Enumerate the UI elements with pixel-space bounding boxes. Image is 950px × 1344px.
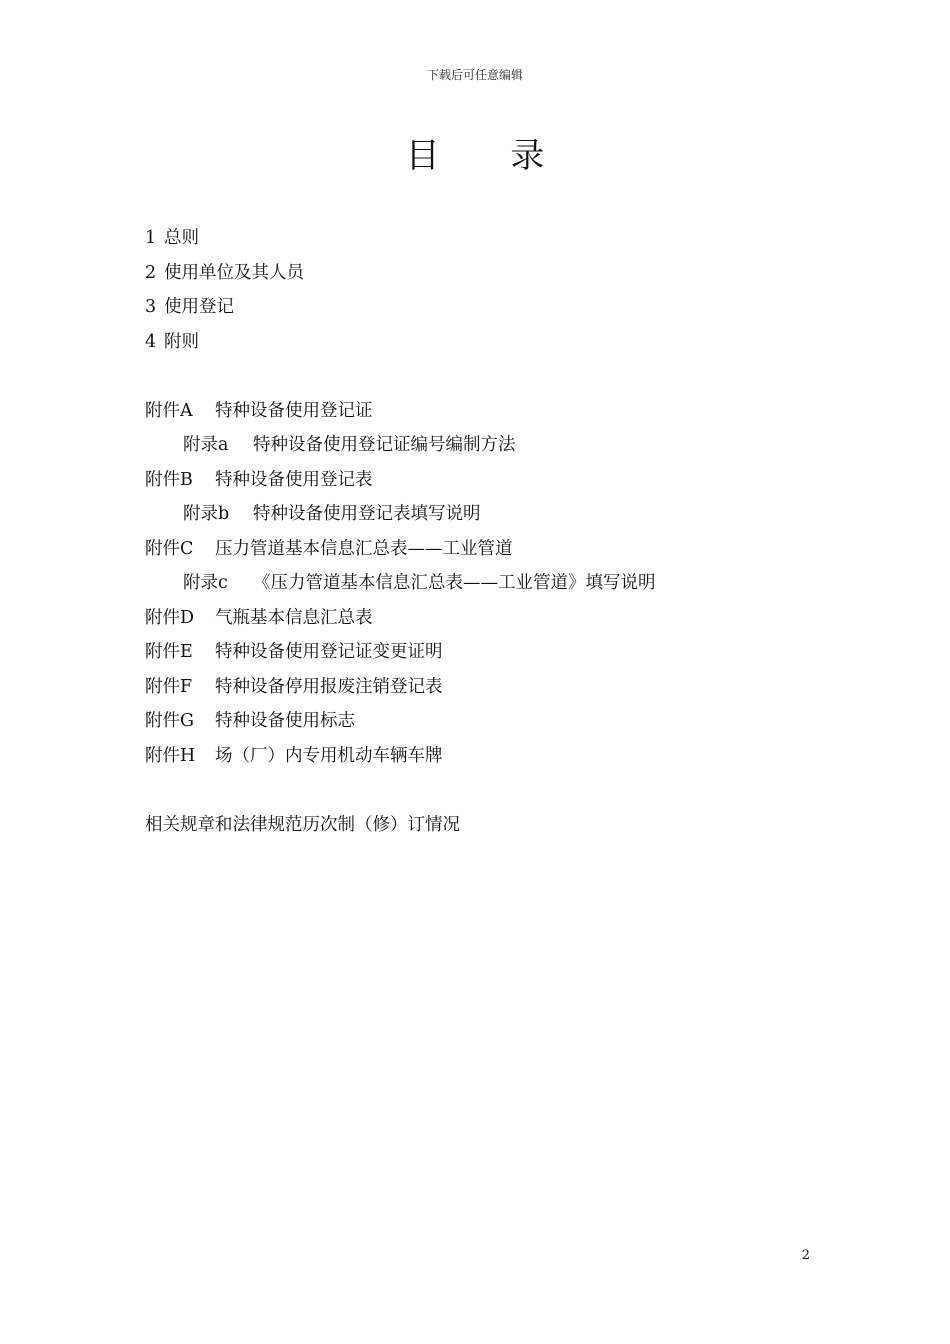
chapter-title: 总则	[164, 228, 199, 248]
appendix-prefix: 附录b	[183, 504, 230, 524]
annex-title: 气瓶基本信息汇总表	[215, 607, 373, 628]
toc-appendix-c[interactable]	[145, 571, 845, 606]
toc-annex-d[interactable]	[145, 606, 845, 641]
toc-annex-c[interactable]	[145, 537, 845, 572]
toc-chapter-3[interactable]	[145, 295, 845, 330]
annex-prefix: 附件E	[145, 642, 193, 662]
related-title: 相关规章和法律规范历次制（修）订情况	[145, 814, 460, 835]
toc-appendix-b[interactable]	[145, 502, 845, 537]
annex-prefix: 附件H	[145, 745, 196, 766]
appendix-prefix: 附录c	[183, 573, 228, 593]
annex-prefix: 附件B	[145, 469, 193, 490]
toc-annex-b[interactable]	[145, 468, 845, 503]
page-title: 目 录	[405, 136, 575, 176]
toc-annex-g[interactable]	[145, 709, 845, 744]
chapter-title: 附则	[164, 331, 199, 352]
toc-appendix-a[interactable]	[145, 433, 845, 468]
toc-annex-a[interactable]	[145, 399, 845, 434]
annex-title: 特种设备使用标志	[215, 711, 355, 731]
header-note: 下载后可任意编辑	[426, 68, 523, 82]
chapter-number: 3	[145, 297, 157, 317]
toc-annex-e[interactable]	[145, 640, 845, 675]
annex-title: 压力管道基本信息汇总表——工业管道	[215, 538, 513, 559]
page-number: 2	[801, 1248, 810, 1263]
appendix-title: 《压力管道基本信息汇总表——工业管道》填写说明	[253, 573, 656, 593]
toc-spacer	[145, 364, 845, 399]
toc-chapter-2[interactable]	[145, 261, 845, 296]
toc-chapter-4[interactable]	[145, 330, 845, 365]
chapter-number: 2	[145, 262, 157, 283]
annex-prefix: 附件A	[145, 400, 193, 421]
appendix-title: 特种设备使用登记证编号编制方法	[253, 435, 516, 455]
toc-chapter-1[interactable]	[145, 226, 845, 261]
appendix-prefix: 附录a	[183, 435, 229, 455]
annex-prefix: 附件F	[145, 676, 193, 697]
annex-title: 特种设备使用登记证	[215, 400, 373, 421]
annex-title: 特种设备使用登记表	[215, 469, 373, 490]
toc-spacer	[145, 778, 845, 813]
toc-annex-f[interactable]	[145, 675, 845, 710]
annex-title: 场（厂）内专用机动车辆车牌	[215, 745, 443, 766]
annex-prefix: 附件G	[145, 711, 194, 731]
chapter-number: 1	[145, 228, 157, 248]
annex-title: 特种设备使用登记证变更证明	[215, 642, 443, 662]
chapter-title: 使用登记	[164, 297, 234, 317]
annex-title: 特种设备停用报废注销登记表	[215, 676, 443, 697]
annex-prefix: 附件C	[145, 538, 194, 559]
table-of-contents	[145, 226, 845, 847]
chapter-title: 使用单位及其人员	[164, 262, 304, 283]
toc-related-regulations[interactable]	[145, 813, 845, 848]
annex-prefix: 附件D	[145, 607, 195, 628]
appendix-title: 特种设备使用登记表填写说明	[253, 504, 481, 524]
chapter-number: 4	[145, 331, 157, 352]
toc-annex-h[interactable]	[145, 744, 845, 779]
